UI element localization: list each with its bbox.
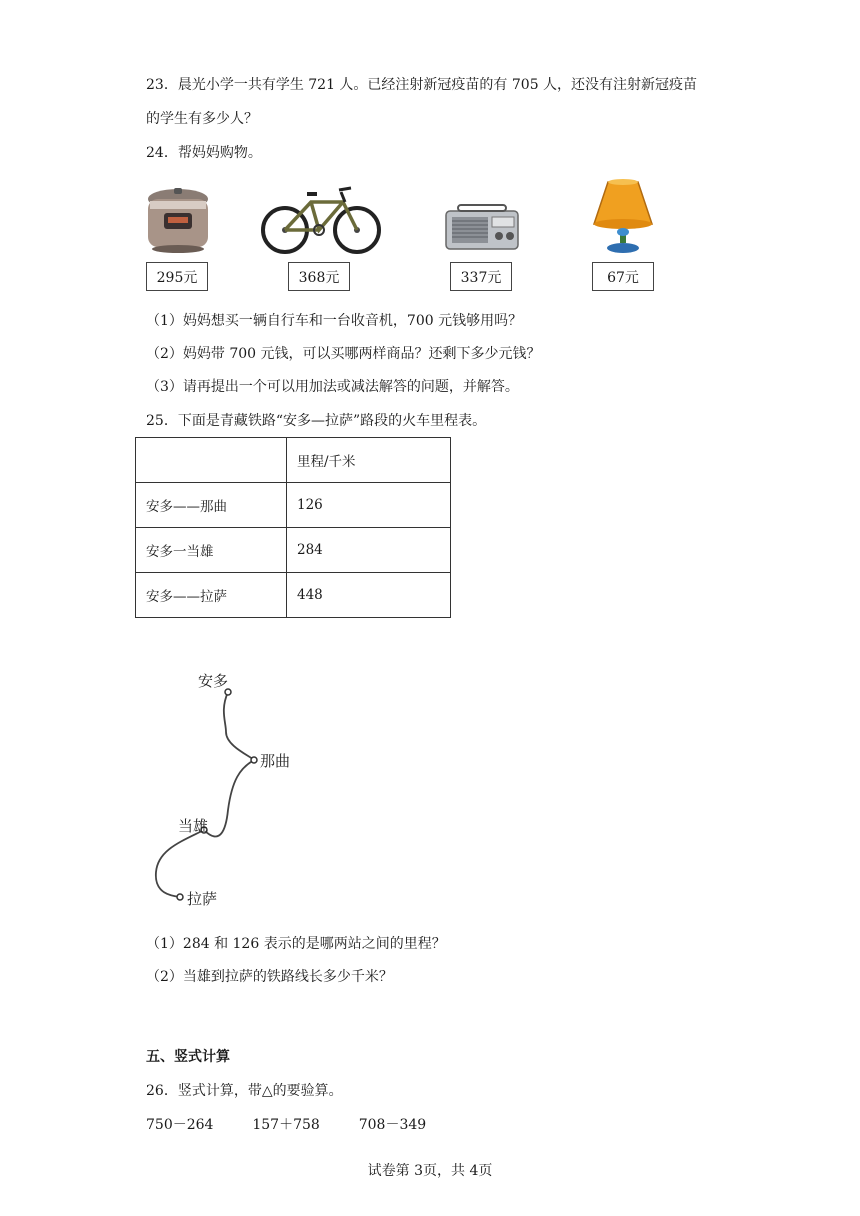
table-row: [136, 528, 451, 573]
q25-sub1: （1）284 和 126 表示的是哪两站之间的里程？: [146, 936, 446, 952]
q25-sub2: （2）当雄到拉萨的铁路线长多少千米？: [146, 969, 393, 985]
q23-line1: 23．晨光小学一共有学生 721 人。已经注射新冠疫苗的有 705 人，还没有注射新冠疫苗: [146, 77, 698, 93]
station-marker-lasa: [177, 894, 183, 900]
q26-expressions: [146, 1114, 426, 1134]
table-header-row: [136, 438, 451, 483]
q26-title: 26．竖式计算，带△的要验算。: [146, 1083, 343, 1099]
bicycle-icon: [261, 182, 381, 260]
q23-line2: 的学生有多少人？: [146, 111, 258, 127]
table-cell-distance: 126: [287, 483, 451, 528]
expression: 750－264: [146, 1117, 214, 1133]
station-label-anduo: 安多: [198, 672, 229, 690]
table-cell-route: 安多——拉萨: [136, 573, 287, 618]
table-header-cell: [136, 438, 287, 483]
q25-title: 25．下面是青藏铁路“安多—拉萨”路段的火车里程表。: [146, 413, 487, 429]
q24-title: 24．帮妈妈购物。: [146, 145, 262, 161]
q24-sub3: （3）请再提出一个可以用加法或减法解答的问题，并解答。: [146, 379, 519, 395]
mileage-table: [135, 437, 451, 618]
price-lamp: 67元: [592, 262, 654, 291]
station-label-naqu: 那曲: [260, 752, 291, 770]
price-bicycle: 368元: [288, 262, 350, 291]
q24-sub1: （1）妈妈想买一辆自行车和一台收音机，700 元钱够用吗？: [146, 313, 523, 329]
railway-line: [156, 692, 254, 897]
expression: 157＋758: [252, 1117, 320, 1133]
page-footer: 试卷第 3页，共 4页: [367, 1163, 493, 1179]
table-cell-route: 安多——那曲: [136, 483, 287, 528]
price-rice-cooker: 295元: [146, 262, 208, 291]
table-cell-route: 安多一当雄: [136, 528, 287, 573]
table-header-cell: 里程/千米: [287, 438, 451, 483]
lamp-icon: [590, 176, 656, 260]
rice-cooker-icon: [144, 185, 212, 259]
table-cell-distance: 284: [287, 528, 451, 573]
station-label-dangxiong: 当雄: [178, 817, 209, 835]
table-row: [136, 573, 451, 618]
table-cell-distance: 448: [287, 573, 451, 618]
railway-map: [140, 660, 340, 920]
table-row: [136, 483, 451, 528]
radio-icon: [444, 203, 520, 255]
station-label-lasa: 拉萨: [187, 890, 218, 908]
q24-sub2: （2）妈妈带 700 元钱，可以买哪两样商品？还剩下多少元钱？: [146, 346, 541, 362]
station-marker-naqu: [251, 757, 257, 763]
section-title: 五、竖式计算: [146, 1049, 230, 1065]
price-radio: 337元: [450, 262, 512, 291]
expression: 708－349: [358, 1117, 427, 1133]
